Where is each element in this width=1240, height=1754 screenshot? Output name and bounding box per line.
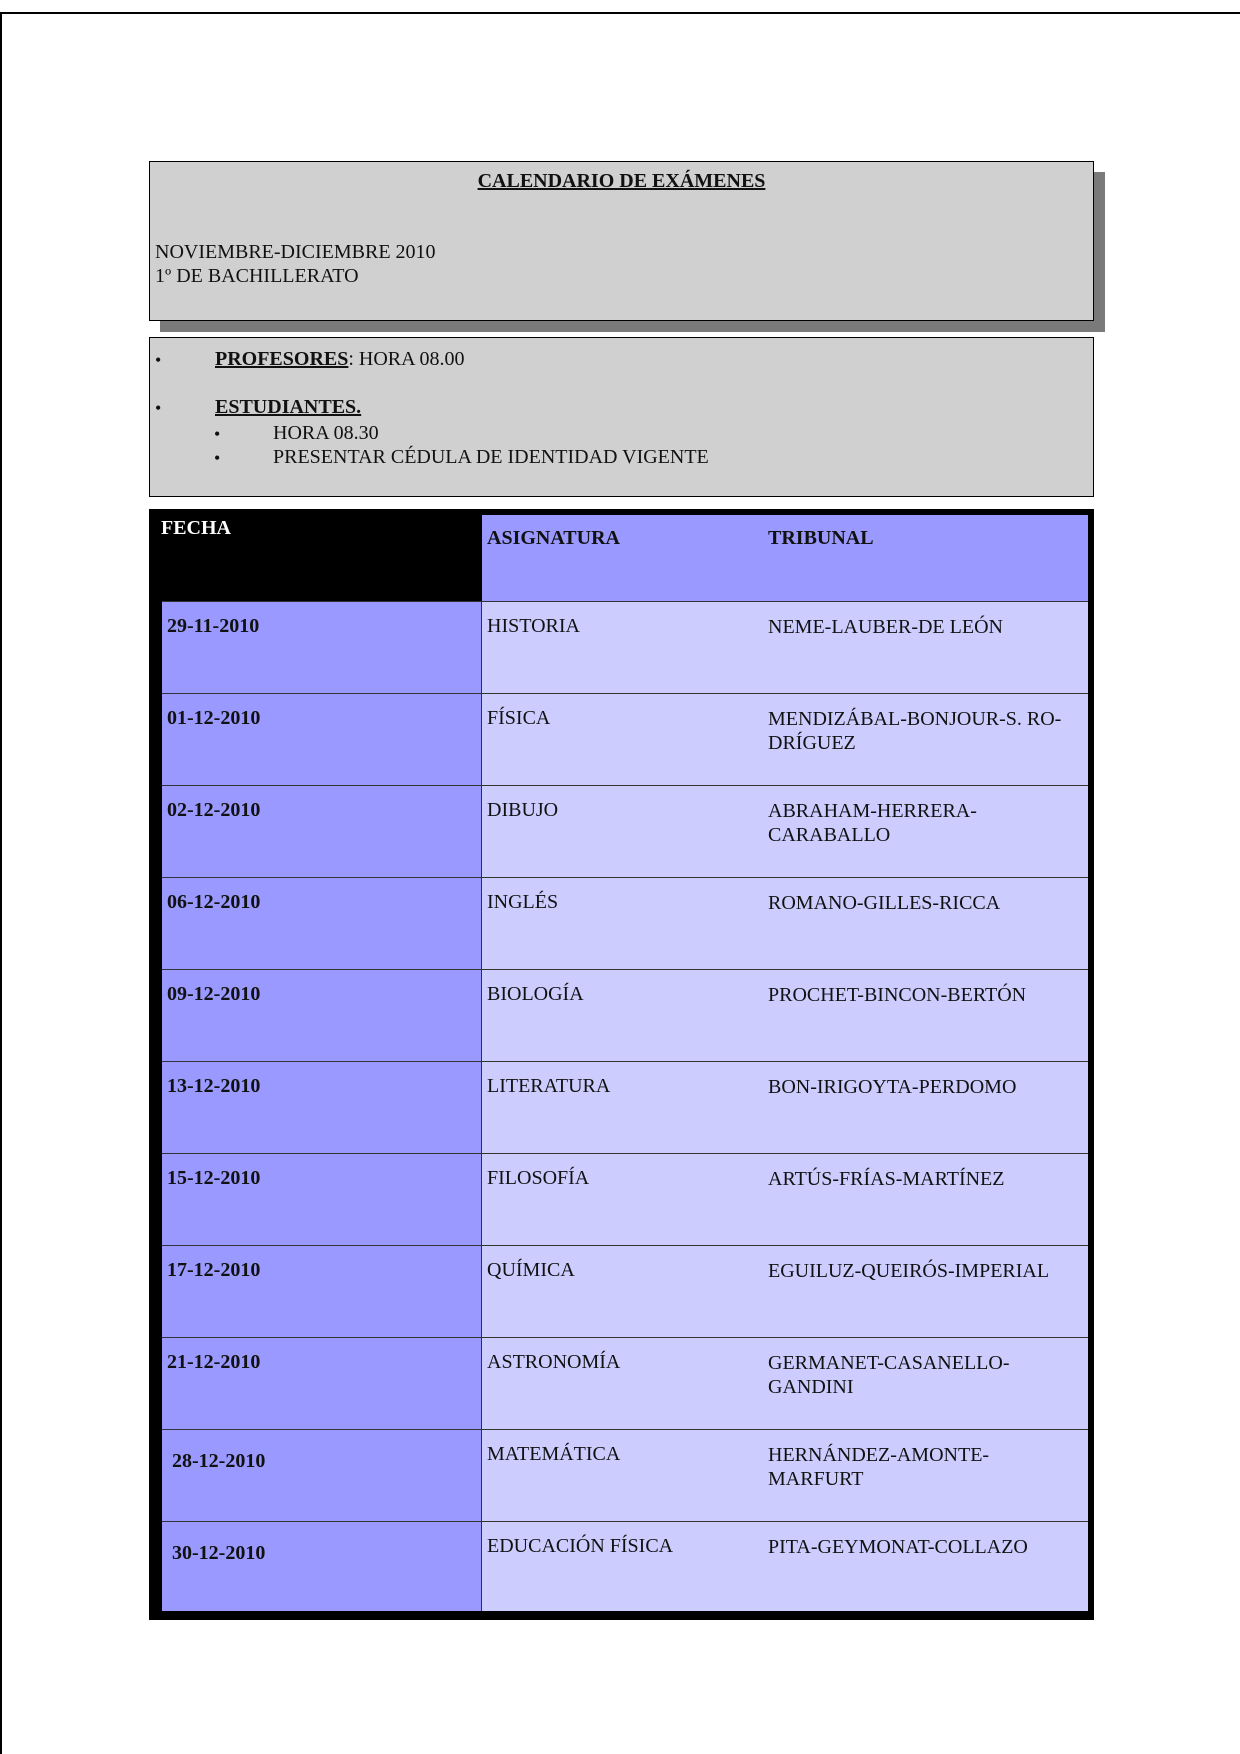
detail-cell (482, 694, 1088, 785)
date-cell (162, 970, 482, 1061)
info-box (149, 337, 1094, 497)
date-cell (162, 694, 482, 785)
table-row (162, 1153, 1088, 1245)
exam-tribunal: MENDIZÁBAL-BONJOUR-S. RO-DRÍGUEZ (768, 708, 1062, 754)
table-row (162, 969, 1088, 1061)
date-cell (162, 786, 482, 877)
detail-cell (482, 1246, 1088, 1337)
page-frame-top (0, 12, 1240, 14)
exam-date: 01-12-2010 (167, 707, 261, 729)
exam-tribunal: EGUILUZ-QUEIRÓS-IMPERIAL (768, 1260, 1050, 1282)
exam-tribunal: ARTÚS-FRÍAS-MARTÍNEZ (768, 1168, 1005, 1190)
header-asignatura: ASIGNATURA (487, 527, 620, 549)
estudiantes-line (215, 396, 361, 419)
exam-tribunal: BON-IRIGOYTA-PERDOMO (768, 1076, 1017, 1098)
table-row (162, 1245, 1088, 1337)
exam-subject: INGLÉS (487, 891, 559, 913)
exam-date: 02-12-2010 (167, 799, 261, 821)
page-frame-left (0, 12, 2, 1754)
exam-table (149, 509, 1094, 1620)
table-row (162, 1429, 1088, 1521)
exam-tribunal: HERNÁNDEZ-AMONTE-MARFURT (768, 1444, 990, 1490)
date-cell (162, 1246, 482, 1337)
estudiantes-item: HORA 08.30 (273, 422, 379, 444)
exam-date: 09-12-2010 (167, 983, 261, 1005)
bullet-icon: • (155, 350, 162, 370)
date-cell (162, 1154, 482, 1245)
profesores-line (215, 348, 464, 371)
detail-cell (482, 878, 1088, 969)
table-row (162, 785, 1088, 877)
detail-cell (482, 602, 1088, 693)
exam-tribunal: PROCHET-BINCON-BERTÓN (768, 984, 1027, 1006)
exam-tribunal: GERMANET-CASANELLO-GANDINI (768, 1352, 1010, 1398)
detail-cell (482, 1338, 1088, 1429)
profesores-text: : HORA 08.00 (348, 348, 465, 370)
title-box (149, 161, 1094, 321)
table-row (162, 1521, 1088, 1611)
table-row (162, 1061, 1088, 1153)
exam-subject: FILOSOFÍA (487, 1167, 590, 1189)
exam-subject: BIOLOGÍA (487, 983, 584, 1005)
detail-cell (482, 1154, 1088, 1245)
date-cell (162, 1062, 482, 1153)
exam-period: NOVIEMBRE-DICIEMBRE 2010 (155, 241, 436, 263)
profesores-label: PROFESORES (215, 348, 349, 370)
date-cell (162, 1430, 482, 1521)
detail-cell (482, 1062, 1088, 1153)
exam-subject: EDUCACIÓN FÍSICA (487, 1535, 674, 1557)
detail-cell (482, 970, 1088, 1061)
exam-subject: MATEMÁTICA (487, 1443, 621, 1465)
document-title: CALENDARIO DE EXÁMENES (477, 170, 766, 192)
bullet-icon: • (214, 448, 221, 468)
detail-cell (482, 1430, 1088, 1521)
exam-date: 28-12-2010 (172, 1450, 266, 1472)
exam-tribunal: PITA-GEYMONAT-COLLAZO (768, 1536, 1028, 1558)
detail-cell (482, 1522, 1088, 1611)
grade-level: 1º DE BACHILLERATO (155, 265, 359, 287)
header-fecha: FECHA (161, 517, 231, 539)
exam-tribunal: ABRAHAM-HERRERA-CARABALLO (768, 800, 977, 846)
exam-tribunal: NEME-LAUBER-DE LEÓN (768, 616, 1003, 638)
date-cell (162, 1338, 482, 1429)
exam-date: 29-11-2010 (167, 615, 260, 637)
exam-tribunal: ROMANO-GILLES-RICCA (768, 892, 1001, 914)
exam-subject: ASTRONOMÍA (487, 1351, 621, 1373)
bullet-icon: • (155, 398, 162, 418)
table-row (162, 601, 1088, 693)
date-cell (162, 878, 482, 969)
detail-cell (482, 786, 1088, 877)
exam-date: 30-12-2010 (172, 1542, 266, 1564)
estudiantes-label: ESTUDIANTES. (215, 396, 362, 418)
exam-subject: LITERATURA (487, 1075, 611, 1097)
header-tribunal: TRIBUNAL (768, 527, 874, 549)
estudiantes-item: PRESENTAR CÉDULA DE IDENTIDAD VIGENTE (273, 446, 709, 468)
exam-date: 21-12-2010 (167, 1351, 261, 1373)
exam-date: 06-12-2010 (167, 891, 261, 913)
exam-subject: FÍSICA (487, 707, 551, 729)
exam-date: 15-12-2010 (167, 1167, 261, 1189)
date-cell (162, 1522, 482, 1611)
header-band (482, 515, 1088, 601)
bullet-icon: • (214, 424, 221, 444)
table-row (162, 1337, 1088, 1429)
exam-subject: QUÍMICA (487, 1259, 575, 1281)
exam-date: 13-12-2010 (167, 1075, 261, 1097)
exam-subject: DIBUJO (487, 799, 559, 821)
table-row (162, 693, 1088, 785)
date-cell (162, 602, 482, 693)
exam-date: 17-12-2010 (167, 1259, 261, 1281)
exam-subject: HISTORIA (487, 615, 580, 637)
table-row (162, 877, 1088, 969)
